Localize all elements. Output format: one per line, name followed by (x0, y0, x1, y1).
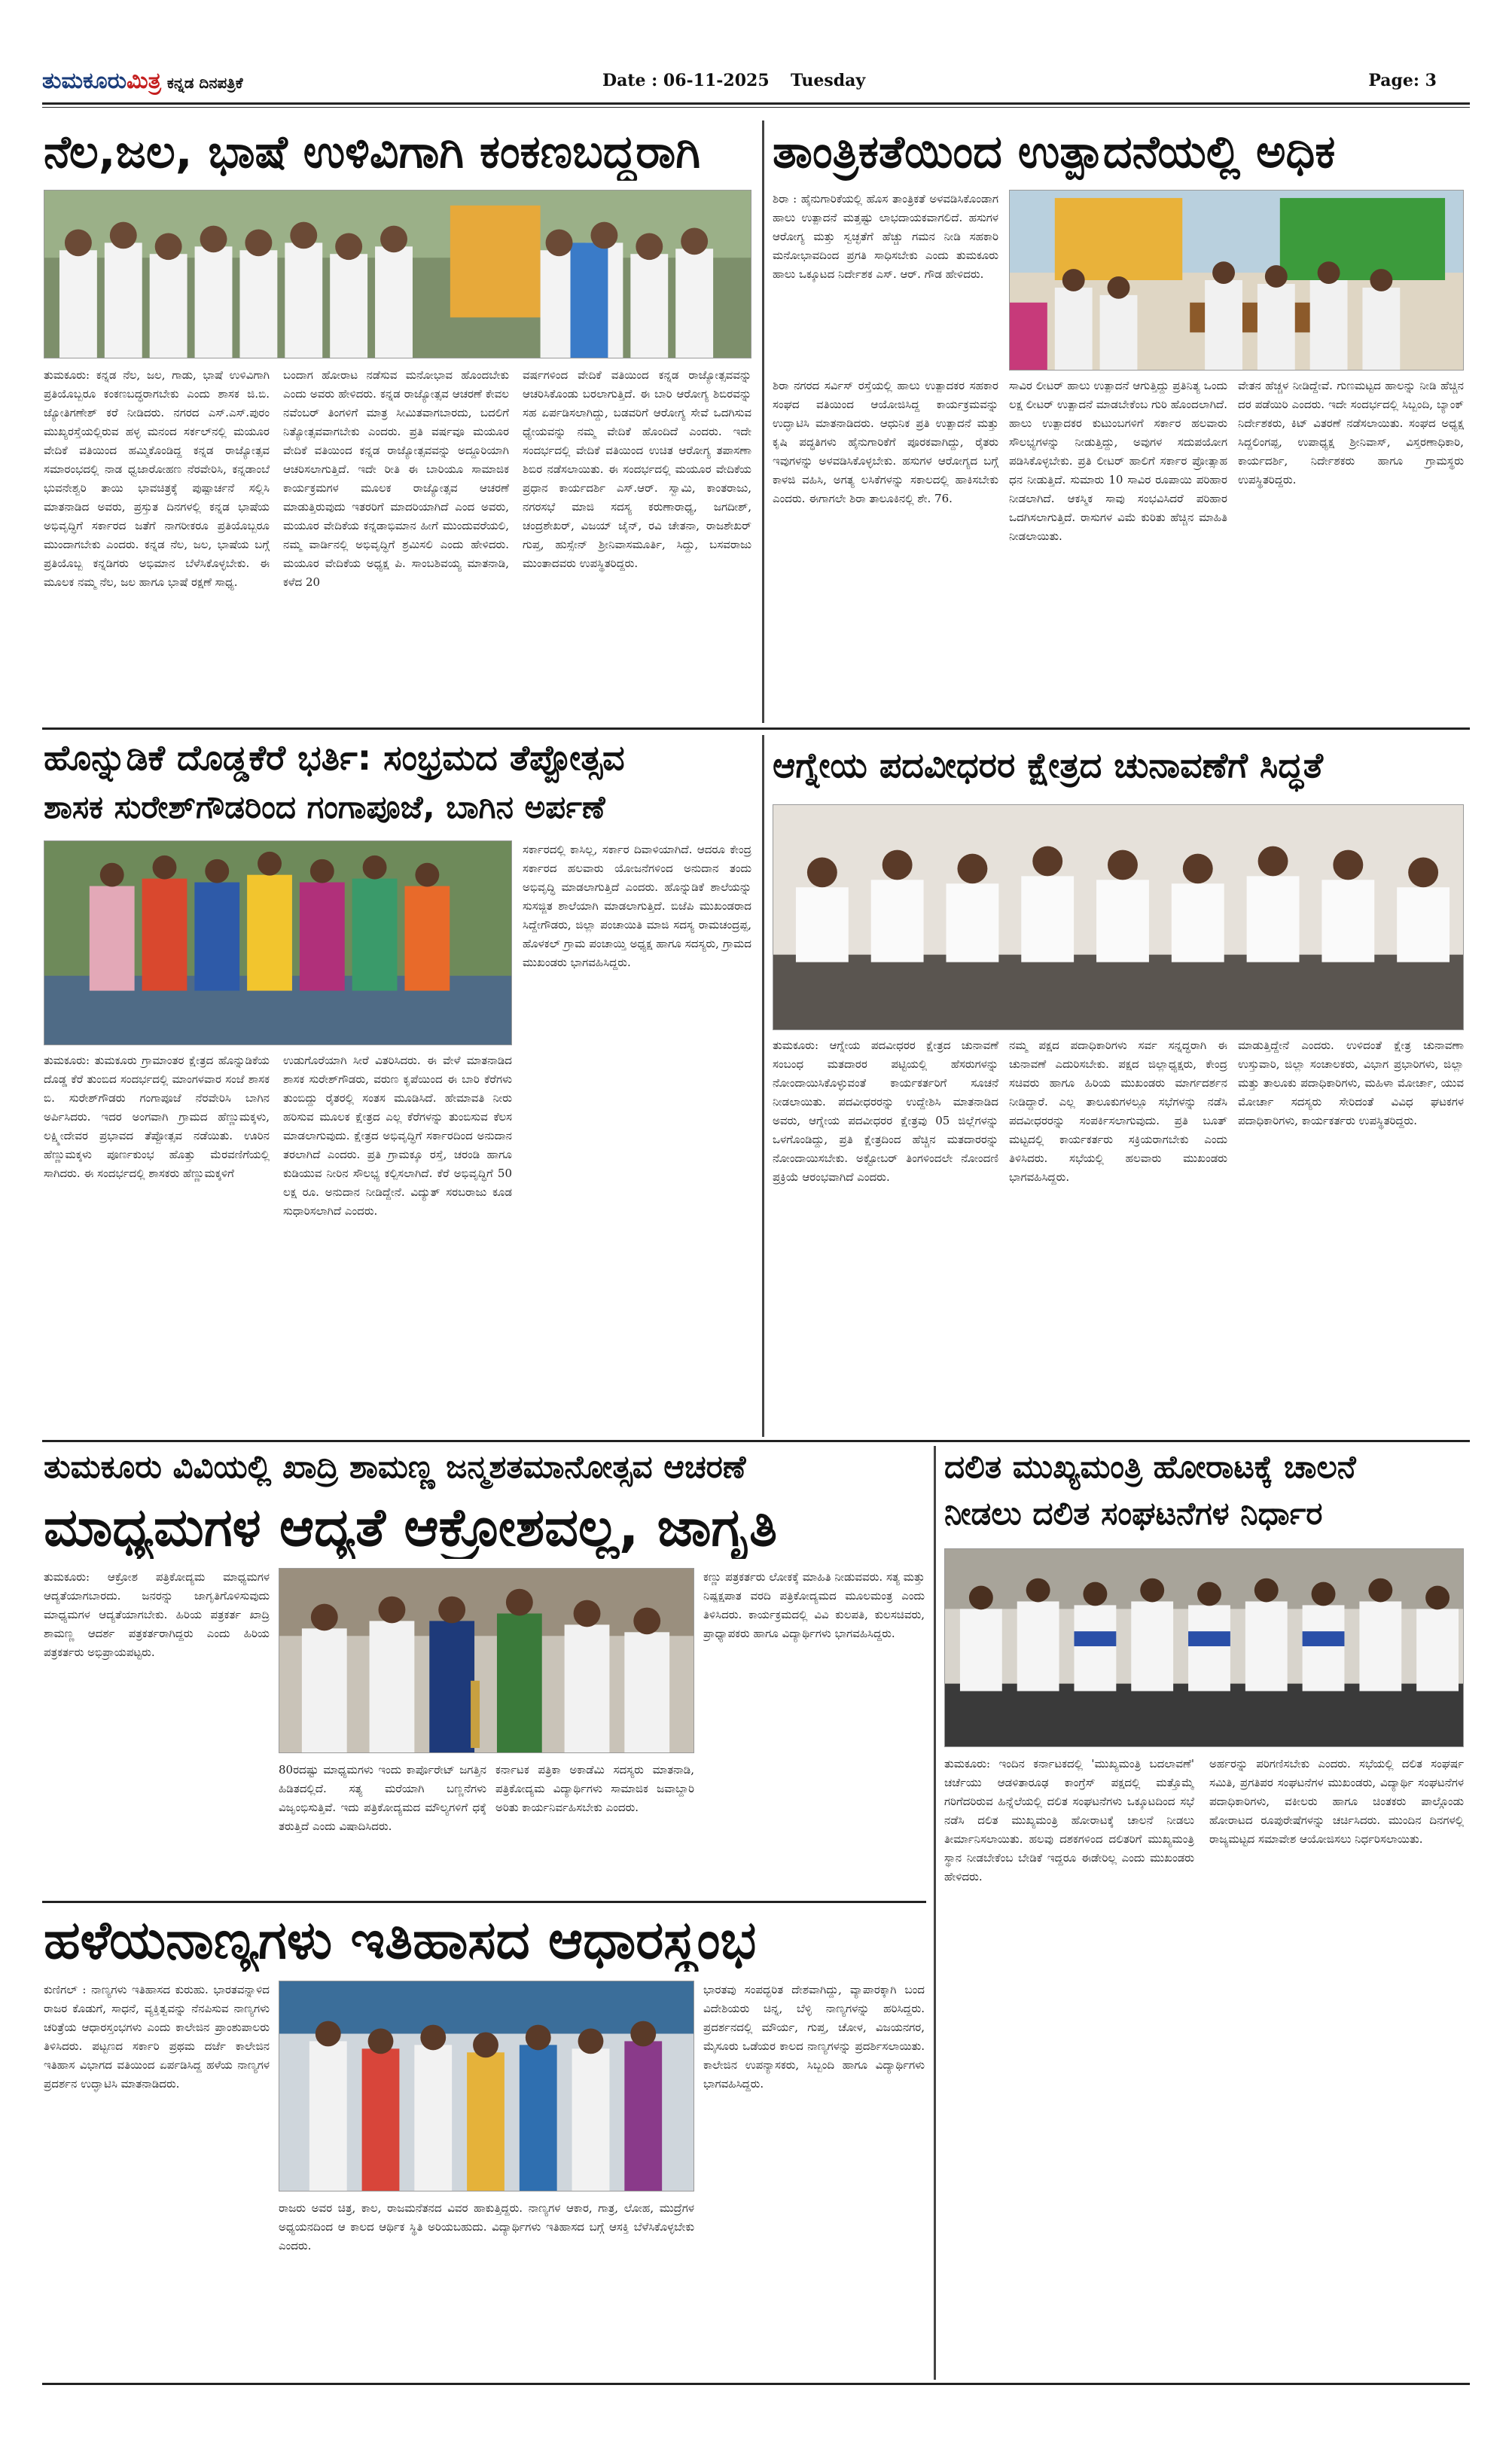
article-column: ತುಮಕೂರು: ಇಂದಿನ ಕರ್ನಾಟಕದಲ್ಲಿ 'ಮುಖ್ಯಮಂತ್ರಿ ಬದಲಾವಣೆ' ಚರ್ಚೆಯು ಆಡಳಿತಾರೂಢ ಕಾಂಗ್ರೆಸ್ ಪಕ್ಷದಲ್ಲಿ ಮತ್ತೊಮ್ಮೆ ಗರಿಗೆದರಿರುವ ಹಿನ್ನೆಲೆಯಲ್ಲಿ ದಲಿತ ಸಂಘಟನೆಗಳು ಒಕ್ಕೂಟದಿಂದ ಸಭೆ ನಡೆಸಿ ದಲಿತ ಮುಖ್ಯಮಂತ್ರಿ ಹೋರಾಟಕ್ಕೆ ಚಾಲನೆ ನೀಡಲು ತೀರ್ಮಾನಿಸಲಾಯಿತು. ಹಲವು ದಶಕಗಳಿಂದ ದಲಿತರಿಗೆ ಮುಖ್ಯಮಂತ್ರಿ ಸ್ಥಾನ ನೀಡಬೇಕೆಂಬ ಬೇಡಿಕೆ ಇದ್ದರೂ ಈಡೇರಿಲ್ಲ ಎಂದು ಮುಖಂಡರು ಹೇಳಿದರು. (944, 1757, 1194, 1883)
header-rule (42, 102, 1470, 105)
column-divider (762, 735, 764, 1437)
article-column: ತುಮಕೂರು: ತುಮಕೂರು ಗ್ರಾಮಾಂತರ ಕ್ಷೇತ್ರದ ಹೊನ್ನುಡಿಕೆಯ ದೊಡ್ಡ ಕೆರೆ ತುಂಬಿದ ಸಂದರ್ಭದಲ್ಲಿ ಮಾಂಗಳವಾರ ಸಂಜೆ ಶಾಸಕ ಬಿ. ಸುರೇಶ್‌ಗೌಡರು ಗಂಗಾಪೂಜೆ ನೆರವೇರಿಸಿ ಬಾಗಿನ ಅರ್ಪಿಸಿದರು. ಇದರ ಅಂಗವಾಗಿ ಗ್ರಾಮದ ಹೆಣ್ಣುಮಕ್ಕಳು, ಲಕ್ಷ್ಮೀದೇವರ ಪ್ರಭಾವದ ತೆಪ್ಪೋತ್ಸವ ನಡೆಯಿತು. ಊರಿನ ಹೆಣ್ಣುಮಕ್ಕಳು ಪೂರ್ಣಕುಂಭ ಹೊತ್ತು ಮೆರವಣಿಗೆಯಲ್ಲಿ ಸಾಗಿದರು. ಈ ಸಂದರ್ಭದಲ್ಲಿ ಶಾಸಕರು ಹೆಣ್ಣುಮಕ್ಕಳಿಗೆ (44, 1054, 270, 1180)
logo-sub: ಕನ್ನಡ ದಿನಪತ್ರಿಕೆ (166, 74, 243, 92)
meeting-photo-icon (773, 805, 1463, 1029)
article-column: ಬಂದಾಗ ಹೋರಾಟ ನಡೆಸುವ ಮನೋಭಾವ ಹೊಂದಬೇಕು ಎಂದು ಅವರು ಹೇಳಿದರು. ಕನ್ನಡ ರಾಜ್ಯೋತ್ಸವ ಆಚರಣೆ ಕೇವಲ ನವೆಂಬರ್ ತಿಂಗಳಿಗೆ ಮಾತ್ರ ಸೀಮಿತವಾಗಬಾರದು, ಬದಲಿಗೆ ನಿತ್ಯೋತ್ಸವವಾಗಬೇಕು ಎಂದರು. ಪ್ರತಿ ವರ್ಷವೂ ಮಯೂರ ವೇದಿಕೆ ವತಿಯಿಂದ ಕನ್ನಡ ರಾಜ್ಯೋತ್ಸವವನ್ನು ಅದ್ದೂರಿಯಾಗಿ ಆಚರಿಸಲಾಗುತ್ತಿದೆ. ಇದೇ ರೀತಿ ಈ ಬಾರಿಯೂ ಸಾಮಾಜಿಕ ಕಾರ್ಯಕ್ರಮಗಳ ಮೂಲಕ ರಾಜ್ಯೋತ್ಸವ ಆಚರಣೆ ಮಾಡುತ್ತಿರುವುದು ಇತರರಿಗೆ ಮಾದರಿಯಾಗಿದೆ ಎಂದ ಅವರು, ಮಯೂರ ವೇದಿಕೆಯ ಕನ್ನಡಾಭಿಮಾನ ಹೀಗೆ ಮುಂದುವರೆಯಲಿ, ನಮ್ಮ ವಾರ್ಡಿನಲ್ಲಿ ಅಭಿವೃದ್ಧಿಗೆ ಶ್ರಮಿಸಲಿ ಎಂದು ಹೇಳಿದರು. ಮಯೂರ ವೇದಿಕೆಯ ಅಧ್ಯಕ್ಷ ಪಿ. ಸಾಂಬಶಿವಯ್ಯ ಮಾತನಾಡಿ, ಕಳೆದ 20 (283, 368, 509, 589)
article-photo (44, 840, 512, 1045)
article-column: ಕರ್ನಾಟಕ ಪತ್ರಿಕಾ ಅಕಾಡೆಮಿ ಸದಸ್ಯರು ಮಾತನಾಡಿ, ಪತ್ರಿಕೋದ್ಯಮ ವಿದ್ಯಾರ್ಥಿಗಳು ಸಾಮಾಜಿಕ ಜವಾಬ್ದಾರಿ ಅರಿತು ಕಾರ್ಯನಿರ್ವಹಿಸಬೇಕು ಎಂದರು. (495, 1763, 694, 1814)
article-headline: ಮಾಧ್ಯಮಗಳ ಆದ್ಯತೆ ಆಕ್ರೋಶವಲ್ಲ, ಜಾಗೃತಿ (44, 1497, 778, 1558)
article-column: ಮಾಡುತ್ತಿದ್ದೇನೆ ಎಂದರು. ಉಳಿದಂತೆ ಕ್ಷೇತ್ರ ಚುನಾವಣಾ ಉಸ್ತುವಾರಿ, ಜಿಲ್ಲಾ ಸಂಚಾಲಕರು, ವಿಭಾಗ ಪ್ರಭಾರಿಗಳು, ಜಿಲ್ಲಾ ಮತ್ತು ತಾಲೂಕು ಪದಾಧಿಕಾರಿಗಳು, ಮಹಿಳಾ ಮೋರ್ಚಾ, ಯುವ ಮೋರ್ಚಾ ಸದಸ್ಯರು ಸೇರಿದಂತೆ ವಿವಿಧ ಘಟಕಗಳ ಪದಾಧಿಕಾರಿಗಳು, ಕಾರ್ಯಕರ್ತರು ಉಪಸ್ಥಿತರಿದ್ದರು. (1238, 1039, 1464, 1127)
article-column: ಅರ್ಹರನ್ನು ಪರಿಗಣಿಸಬೇಕು ಎಂದರು. ಸಭೆಯಲ್ಲಿ ದಲಿತ ಸಂಘರ್ಷ ಸಮಿತಿ, ಪ್ರಗತಿಪರ ಸಂಘಟನೆಗಳ ಮುಖಂಡರು, ವಿದ್ಯಾರ್ಥಿ ಸಂಘಟನೆಗಳ ಪದಾಧಿಕಾರಿಗಳು, ವಕೀಲರು ಹಾಗೂ ಚಿಂತಕರು ಪಾಲ್ಗೊಂಡು ಹೋರಾಟದ ರೂಪುರೇಷೆಗಳನ್ನು ಚರ್ಚಿಸಿದರು. ಮುಂದಿನ ದಿನಗಳಲ್ಲಿ ರಾಜ್ಯಮಟ್ಟದ ಸಮಾವೇಶ ಆಯೋಜಿಸಲು ನಿರ್ಧರಿಸಲಾಯಿತು. (1209, 1757, 1464, 1846)
section-rule (42, 1901, 926, 1903)
column-divider (934, 1446, 936, 2380)
article-photo (944, 1548, 1464, 1747)
article-headline: ನೆಲ,ಜಲ, ಭಾಷೆ ಉಳಿವಿಗಾಗಿ ಕಂಕಣಬದ್ಧರಾಗಿ (44, 127, 701, 178)
edition-date: Date : 06-11-2025 (602, 71, 770, 90)
article-photo (773, 804, 1464, 1030)
press-meet-photo-icon (945, 1549, 1463, 1746)
article-subheadline: ನೀಡಲು ದಲಿತ ಸಂಘಟನೆಗಳ ನಿರ್ಧಾರ (944, 1496, 1323, 1532)
ritual-photo-icon (44, 841, 511, 1045)
article-column: ಭಾರತವು ಸಂಪದ್ಭರಿತ ದೇಶವಾಗಿದ್ದು, ವ್ಯಾಪಾರಕ್ಕಾಗಿ ಬಂದ ವಿದೇಶಿಯರು ಚಿನ್ನ, ಬೆಳ್ಳಿ ನಾಣ್ಯಗಳನ್ನು ಹರಿಸಿದ್ದರು. ಪ್ರದರ್ಶನದಲ್ಲಿ ಮೌರ್ಯ, ಗುಪ್ತ, ಚೋಳ, ವಿಜಯನಗರ, ಮೈಸೂರು ಒಡೆಯರ ಕಾಲದ ನಾಣ್ಯಗಳನ್ನು ಪ್ರದರ್ಶಿಸಲಾಯಿತು. ಕಾಲೇಜಿನ ಉಪನ್ಯಾಸಕರು, ಸಿಬ್ಬಂದಿ ಹಾಗೂ ವಿದ್ಯಾರ್ಥಿಗಳು ಭಾಗವಹಿಸಿದ್ದರು. (703, 1983, 925, 2091)
lamp-lighting-photo-icon (279, 1569, 694, 1752)
article-column: ವೇತನ ಹೆಚ್ಚಳ ನೀಡಿದ್ದೇವೆ. ಗುಣಮಟ್ಟದ ಹಾಲನ್ನು ನೀಡಿ ಹೆಚ್ಚಿನ ದರ ಪಡೆಯಿರಿ ಎಂದರು. ಇದೇ ಸಂದರ್ಭದಲ್ಲಿ ಸಿಬ್ಬಂದಿ, ಬ್ಯಾಂಕ್ ನಿರ್ದೇಶಕರು, ಕಿಟ್ ವಿತರಣೆ ನಡೆಸಲಾಯಿತು. ಸಂಘದ ಅಧ್ಯಕ್ಷ ಸಿದ್ದಲಿಂಗಪ್ಪ, ಉಪಾಧ್ಯಕ್ಷ ಶ್ರೀನಿವಾಸ್, ವಿಸ್ತರಣಾಧಿಕಾರಿ, ಕಾರ್ಯದರ್ಶಿ, ನಿರ್ದೇಶಕರು ಹಾಗೂ ಗ್ರಾಮಸ್ಥರು ಉಪಸ್ಥಿತರಿದ್ದರು. (1238, 379, 1464, 486)
coin-exhibition-photo-icon (279, 1981, 694, 2191)
page-number: Page: 3 (1368, 71, 1437, 90)
article-lead: ಶಿರಾ : ಹೈನುಗಾರಿಕೆಯಲ್ಲಿ ಹೊಸ ತಾಂತ್ರಿಕತೆ ಅಳವಡಿಸಿಕೊಂಡಾಗ ಹಾಲು ಉತ್ಪಾದನೆ ಮತ್ತಷ್ಟು ಲಾಭದಾಯಕವಾಗಲಿದೆ. ಹಸುಗಳ ಆರೋಗ್ಯ ಮತ್ತು ಸ್ವಚ್ಛತೆಗೆ ಹೆಚ್ಚು ಗಮನ ನೀಡಿ ಸಹಕಾರಿ ಮನೋಭಾವದಿಂದ ಪ್ರಗತಿ ಸಾಧಿಸಬೇಕು ಎಂದು ತುಮಕೂರು ಹಾಲು ಒಕ್ಕೂಟದ ನಿರ್ದೇಶಕ ಎಸ್. ಆರ್. ಗೌಡ ಹೇಳಿದರು. (773, 192, 998, 281)
event-photo-icon (1010, 191, 1463, 370)
article-headline: ದಲಿತ ಮುಖ್ಯಮಂತ್ರಿ ಹೋರಾಟಕ್ಕೆ ಚಾಲನೆ (944, 1449, 1356, 1485)
article-column: ತುಮಕೂರು: ಆಗ್ನೇಯ ಪದವೀಧರರ ಕ್ಷೇತ್ರದ ಚುನಾವಣೆ ಸಂಬಂಧ ಮತದಾರರ ಪಟ್ಟಿಯಲ್ಲಿ ಹೆಸರುಗಳನ್ನು ನೋಂದಾಯಿಸಿಕೊಳ್ಳುವಂತೆ ಕಾರ್ಯಕರ್ತರಿಗೆ ಸೂಚನೆ ನೀಡಲಾಯಿತು. ಪದವೀಧರರನ್ನು ಉದ್ದೇಶಿಸಿ ಮಾತನಾಡಿದ ಅವರು, ಆಗ್ನೇಯ ಪದವೀಧರರ ಕ್ಷೇತ್ರವು 05 ಜಿಲ್ಲೆಗಳನ್ನು ಒಳಗೊಂಡಿದ್ದು, ಪ್ರತಿ ಕ್ಷೇತ್ರದಿಂದ ಹೆಚ್ಚಿನ ಮತದಾರರನ್ನು ನೋಂದಾಯಿಸಬೇಕು. ಅಕ್ಟೋಬರ್ ತಿಂಗಳಿಂದಲೇ ನೋಂದಣಿ ಪ್ರಕ್ರಿಯೆ ಆರಂಭವಾಗಿದೆ ಎಂದರು. (773, 1039, 998, 1184)
article-column: ಶಿರಾ ನಗರದ ಸರ್ವಿಸ್ ರಸ್ತೆಯಲ್ಲಿ ಹಾಲು ಉತ್ಪಾದಕರ ಸಹಕಾರ ಸಂಘದ ವತಿಯಿಂದ ಆಯೋಜಿಸಿದ್ದ ಕಾರ್ಯಕ್ರಮವನ್ನು ಉದ್ಘಾಟಿಸಿ ಮಾತನಾಡಿದರು. ಆಧುನಿಕ ಪ್ರತಿ ಉತ್ಪಾದನೆ ಮತ್ತು ಕೃಷಿ ಪದ್ಧತಿಗಳು ಹೈನುಗಾರಿಕೆಗೆ ಪೂರಕವಾಗಿದ್ದು, ರೈತರು ಇವುಗಳನ್ನು ಅಳವಡಿಸಿಕೊಳ್ಳಬೇಕು. ಹಸುಗಳ ಆರೋಗ್ಯದ ಬಗ್ಗೆ ಕಾಳಜಿ ವಹಿಸಿ, ಅಗತ್ಯ ಲಸಿಕೆಗಳನ್ನು ಸಕಾಲದಲ್ಲಿ ಹಾಕಿಸಬೇಕು ಎಂದರು. ಈಗಾಗಲೇ ಶಿರಾ ತಾಲೂಕಿನಲ್ಲಿ ಶೇ. 76. (773, 379, 998, 505)
article-headline: ತಾಂತ್ರಿಕತೆಯಿಂದ ಉತ್ಪಾದನೆಯಲ್ಲಿ ಅಧಿಕ (773, 127, 1336, 178)
article-column: 80ರದಷ್ಟು ಮಾಧ್ಯಮಗಳು ಇಂದು ಕಾರ್ಪೊರೇಟ್ ಜಗತ್ತಿನ ಹಿಡಿತದಲ್ಲಿದೆ. ಸತ್ಯ ಮರೆಯಾಗಿ ಬಣ್ಣನೆಗಳು ವಿಜೃಂಭಿಸುತ್ತಿವೆ. ಇದು ಪತ್ರಿಕೋದ್ಯಮದ ಮೌಲ್ಯಗಳಿಗೆ ಧಕ್ಕೆ ತರುತ್ತಿದೆ ಎಂದು ವಿಷಾದಿಸಿದರು. (279, 1763, 486, 1833)
footer-rule (42, 2383, 1470, 2385)
article-subheadline: ಶಾಸಕ ಸುರೇಶ್‌ಗೌಡರಿಂದ ಗಂಗಾಪೂಜೆ, ಬಾಗಿನ ಅರ್ಪಣೆ (44, 789, 605, 825)
group-photo-icon (44, 191, 751, 358)
article-column: ರಾಜರು ಅವರ ಚಿತ್ರ, ಕಾಲ, ರಾಜಮನೆತನದ ವಿವರ ಹಾಕುತ್ತಿದ್ದರು. ನಾಣ್ಯಗಳ ಆಕಾರ, ಗಾತ್ರ, ಲೋಹ, ಮುದ್ರೆಗಳ ಅಧ್ಯಯನದಿಂದ ಆ ಕಾಲದ ಆರ್ಥಿಕ ಸ್ಥಿತಿ ಅರಿಯಬಹುದು. ವಿದ್ಯಾರ್ಥಿಗಳು ಇತಿಹಾಸದ ಬಗ್ಗೆ ಆಸಕ್ತಿ ಬೆಳೆಸಿಕೊಳ್ಳಬೇಕು ಎಂದರು. (279, 2201, 694, 2252)
section-rule (42, 727, 1470, 730)
article-column: ನಮ್ಮ ಪಕ್ಷದ ಪದಾಧಿಕಾರಿಗಳು ಸರ್ವ ಸನ್ನದ್ಧರಾಗಿ ಈ ಚುನಾವಣೆ ಎದುರಿಸಬೇಕು. ಪಕ್ಷದ ಜಿಲ್ಲಾಧ್ಯಕ್ಷರು, ಕೇಂದ್ರ ಸಚಿವರು ಹಾಗೂ ಹಿರಿಯ ಮುಖಂಡರು ಮಾರ್ಗದರ್ಶನ ನೀಡಿದ್ದಾರೆ. ಎಲ್ಲ ತಾಲೂಕುಗಳಲ್ಲೂ ಸಭೆಗಳನ್ನು ನಡೆಸಿ ಪದವೀಧರರನ್ನು ಸಂಪರ್ಕಿಸಲಾಗುವುದು. ಪ್ರತಿ ಬೂತ್ ಮಟ್ಟದಲ್ಲಿ ಕಾರ್ಯಕರ್ತರು ಸಕ್ರಿಯರಾಗಬೇಕು ಎಂದು ತಿಳಿಸಿದರು. ಸಭೆಯಲ್ಲಿ ಹಲವಾರು ಮುಖಂಡರು ಭಾಗವಹಿಸಿದ್ದರು. (1009, 1039, 1227, 1184)
article-column: ತುಮಕೂರು: ಕನ್ನಡ ನೆಲ, ಜಲ, ಗಾಡು, ಭಾಷೆ ಉಳಿವಿಗಾಗಿ ಪ್ರತಿಯೊಬ್ಬರೂ ಕಂಕಣಬದ್ಧರಾಗಬೇಕು ಎಂದು ಶಾಸಕ ಜಿ.ಬಿ. ಜ್ಯೋತಿಗಣೇಶ್ ಕರೆ ನೀಡಿದರು. ನಗರದ ಎಸ್.ಎಸ್.ಪುರಂ ಮುಖ್ಯರಸ್ತೆಯಲ್ಲಿರುವ ಹಳ್ಳ ಮನಂದ ಸರ್ಕಲ್‌ನಲ್ಲಿ ಮಯೂರ ವೇದಿಕೆ ವತಿಯಿಂದ ಹಮ್ಮಿಕೊಂಡಿದ್ದ ಕನ್ನಡ ರಾಜ್ಯೋತ್ಸವ ಸಮಾರಂಭದಲ್ಲಿ ನಾಡ ಧ್ವಜಾರೋಹಣ ನೆರವೇರಿಸಿ, ಕನ್ನಡಾಂಬೆ ಭುವನೇಶ್ವರಿ ತಾಯಿ ಭಾವಚಿತ್ರಕ್ಕೆ ಪುಷ್ಪಾರ್ಚನೆ ಸಲ್ಲಿಸಿ ಮಾತನಾಡಿದ ಅವರು, ಪ್ರಸ್ತುತ ದಿನಗಳಲ್ಲಿ ಕನ್ನಡ ಭಾಷೆಯ ಅಭಿವೃದ್ಧಿಗೆ ಸರ್ಕಾರದ ಜತೆಗೆ ನಾಗರೀಕರೂ ಪ್ರತಿಯೊಬ್ಬರೂ ಮುಂದಾಗಬೇಕು ಎಂದರು. ಕನ್ನಡ ನೆಲ, ಜಲ, ಭಾಷೆಯ ಬಗ್ಗೆ ಪ್ರತಿಯೊಬ್ಬ ಕನ್ನಡಿಗರು ಅಭಿಮಾನ ಬೆಳೆಸಿಕೊಳ್ಳಬೇಕು. ಈ ಮೂಲಕ ನಮ್ಮ ನೆಲ, ಜಲ ಹಾಗೂ ಭಾಷೆ ರಕ್ಷಣೆ ಸಾಧ್ಯ. (44, 368, 270, 589)
article-photo (44, 190, 751, 358)
article-photo (1009, 190, 1464, 371)
masthead (30, 68, 1482, 102)
edition-day: Tuesday (791, 71, 866, 90)
article-headline: ಆಗ್ನೇಯ ಪದವೀಧರರ ಕ್ಷೇತ್ರದ ಚುನಾವಣೆಗೆ ಸಿದ್ಧತೆ (773, 746, 1324, 785)
article-photo (279, 1981, 694, 2191)
header-rule-thin (42, 107, 1470, 108)
article-column: ಕುಣಿಗಲ್ : ನಾಣ್ಯಗಳು ಇತಿಹಾಸದ ಕುರುಹು. ಭಾರತವನ್ನಾಳಿದ ರಾಜರ ಕೊಡುಗೆ, ಸಾಧನೆ, ವ್ಯಕ್ತಿತ್ವವನ್ನು ನೆನಪಿಸುವ ನಾಣ್ಯಗಳು ಚರಿತ್ರೆಯ ಆಧಾರಸ್ತಂಭಗಳು ಎಂದು ಕಾಲೇಜಿನ ಪ್ರಾಂಶುಪಾಲರು ತಿಳಿಸಿದರು. ಪಟ್ಟಣದ ಸರ್ಕಾರಿ ಪ್ರಥಮ ದರ್ಜೆ ಕಾಲೇಜಿನ ಇತಿಹಾಸ ವಿಭಾಗದ ವತಿಯಿಂದ ಏರ್ಪಡಿಸಿದ್ದ ಹಳೆಯ ನಾಣ್ಯಗಳ ಪ್ರದರ್ಶನ ಉದ್ಘಾಟಿಸಿ ಮಾತನಾಡಿದರು. (44, 1983, 270, 2091)
article-column: ತುಮಕೂರು: ಆಕ್ರೋಶ ಪತ್ರಿಕೋದ್ಯಮ ಮಾಧ್ಯಮಗಳ ಆದ್ಯತೆಯಾಗಬಾರದು. ಜನರನ್ನು ಜಾಗೃತಿಗೊಳಿಸುವುದು ಮಾಧ್ಯಮಗಳ ಆದ್ಯತೆಯಾಗಬೇಕು. ಹಿರಿಯ ಪತ್ರಕರ್ತ ಖಾದ್ರಿ ಶಾಮಣ್ಣ ಆದರ್ಶ ಪತ್ರಕರ್ತರಾಗಿದ್ದರು ಎಂದು ಹಿರಿಯ ಪತ್ರಕರ್ತರು ಅಭಿಪ್ರಾಯಪಟ್ಟರು. (44, 1570, 270, 1659)
article-column: ಉಡುಗೊರೆಯಾಗಿ ಸೀರೆ ವಿತರಿಸಿದರು. ಈ ವೇಳೆ ಮಾತನಾಡಿದ ಶಾಸಕ ಸುರೇಶ್‌ಗೌಡರು, ವರುಣ ಕೃಪೆಯಿಂದ ಈ ಬಾರಿ ಕೆರೆಗಳು ತುಂಬಿದ್ದು ರೈತರಲ್ಲಿ ಸಂತಸ ಮೂಡಿಸಿದೆ. ಹೇಮಾವತಿ ನೀರು ಹರಿಸುವ ಮೂಲಕ ಕ್ಷೇತ್ರದ ಎಲ್ಲ ಕೆರೆಗಳನ್ನು ತುಂಬಿಸುವ ಕೆಲಸ ಮಾಡಲಾಗುವುದು. ಕ್ಷೇತ್ರದ ಅಭಿವೃದ್ಧಿಗೆ ಸರ್ಕಾರದಿಂದ ಅನುದಾನ ತರಲಾಗಿದೆ ಎಂದರು. ಪ್ರತಿ ಗ್ರಾಮಕ್ಕೂ ರಸ್ತೆ, ಚರಂಡಿ ಹಾಗೂ ಕುಡಿಯುವ ನೀರಿನ ಸೌಲಭ್ಯ ಕಲ್ಪಿಸಲಾಗಿದೆ. ಕೆರೆ ಅಭಿವೃದ್ಧಿಗೆ 50 ಲಕ್ಷ ರೂ. ಅನುದಾನ ನೀಡಿದ್ದೇನೆ. ವಿದ್ಯುತ್ ಸರಬರಾಜು ಕೂಡ ಸುಧಾರಿಸಲಾಗಿದೆ ಎಂದರು. (283, 1054, 512, 1218)
article-headline: ಹಳೆಯನಾಣ್ಯಗಳು ಇತಿಹಾಸದ ಆಧಾರಸ್ಥಂಭ (44, 1910, 757, 1971)
article-column: ಸಾವಿರ ಲೀಟರ್ ಹಾಲು ಉತ್ಪಾದನೆ ಆಗುತ್ತಿದ್ದು ಪ್ರತಿನಿತ್ಯ ಒಂದು ಲಕ್ಷ ಲೀಟರ್ ಉತ್ಪಾದನೆ ಮಾಡಬೇಕೆಂಬ ಗುರಿ ಹೊಂದಲಾಗಿದೆ. ಹಾಲು ಉತ್ಪಾದಕರ ಕುಟುಂಬಗಳಿಗೆ ಸರ್ಕಾರ ಹಲವಾರು ಸೌಲಭ್ಯಗಳನ್ನು ನೀಡುತ್ತಿದ್ದು, ಅವುಗಳ ಸದುಪಯೋಗ ಪಡಿಸಿಕೊಳ್ಳಬೇಕು. ಪ್ರತಿ ಲೀಟರ್ ಹಾಲಿಗೆ ಸರ್ಕಾರ ಪ್ರೋತ್ಸಾಹ ಧನ ನೀಡುತ್ತಿದೆ. ಸುಮಾರು 10 ಸಾವಿರ ರೂಪಾಯಿ ಪರಿಹಾರ ನೀಡಲಾಗಿದೆ. ಆಕಸ್ಮಿಕ ಸಾವು ಸಂಭವಿಸಿದರೆ ಪರಿಹಾರ ಒದಗಿಸಲಾಗುತ್ತಿದೆ. ರಾಸುಗಳ ವಿಮೆ ಕುರಿತು ಹೆಚ್ಚಿನ ಮಾಹಿತಿ ನೀಡಲಾಯಿತು. (1009, 379, 1227, 543)
newspaper-logo (42, 68, 243, 94)
article-column: ವರ್ಷಗಳಿಂದ ವೇದಿಕೆ ವತಿಯಿಂದ ಕನ್ನಡ ರಾಜ್ಯೋತ್ಸವವನ್ನು ಆಚರಿಸಿಕೊಂಡು ಬರಲಾಗುತ್ತಿದೆ. ಈ ಬಾರಿ ಆರೋಗ್ಯ ಶಿಬಿರವನ್ನು ಸಹ ಏರ್ಪಡಿಸಲಾಗಿದ್ದು, ಬಡವರಿಗೆ ಆರೋಗ್ಯ ಸೇವೆ ಒದಗಿಸುವ ಧ್ಯೇಯವನ್ನು ನಮ್ಮ ವೇದಿಕೆ ಹೊಂದಿದೆ ಎಂದರು. ಇದೇ ಸಂದರ್ಭದಲ್ಲಿ ವೇದಿಕೆ ವತಿಯಿಂದ ಉಚಿತ ಆರೋಗ್ಯ ತಪಾಸಣಾ ಶಿಬಿರ ನಡೆಸಲಾಯಿತು. ಈ ಸಂದರ್ಭದಲ್ಲಿ ಮಯೂರ ವೇದಿಕೆಯ ಪ್ರಧಾನ ಕಾರ್ಯದರ್ಶಿ ಎಸ್.ಆರ್. ಸ್ವಾಮಿ, ಕಾಂತರಾಜು, ನಗರಸಭೆ ಮಾಜಿ ಸದಸ್ಯ ಕರುಣಾರಾಧ್ಯ, ಜಗದೀಶ್, ಚಂದ್ರಶೇಖರ್, ವಿಜಯ್ ಜೈನ್, ರವಿ ಚೇತನಾ, ರಾಜಶೇಖರ್ ಗುಪ್ತ, ಹುಸ್ಸೇನ್ ಶ್ರೀನಿವಾಸಮೂರ್ತಿ, ಸಿದ್ದು, ಬಸವರಾಜು ಮುಂತಾದವರು ಉಪಸ್ಥಿತರಿದ್ದರು. (523, 368, 751, 570)
article-headline: ಹೊನ್ನುಡಿಕೆ ದೊಡ್ಡಕೆರೆ ಭರ್ತಿ: ಸಂಭ್ರಮದ ತೆಪ್ಪೋತ್ಸವ (44, 738, 625, 778)
section-rule (42, 1440, 1470, 1442)
logo-accent: ಮಿತ್ರ (127, 68, 161, 94)
logo-primary: ತುಮಕೂರು (42, 68, 127, 94)
article-column: ಕಣ್ಣು ಪತ್ರಕರ್ತರು ಲೋಕಕ್ಕೆ ಮಾಹಿತಿ ನೀಡುವವರು. ಸತ್ಯ ಮತ್ತು ನಿಷ್ಪಕ್ಷಪಾತ ವರದಿ ಪತ್ರಿಕೋದ್ಯಮದ ಮೂಲಮಂತ್ರ ಎಂದು ತಿಳಿಸಿದರು. ಕಾರ್ಯಕ್ರಮದಲ್ಲಿ ವಿವಿ ಕುಲಪತಿ, ಕುಲಸಚಿವರು, ಪ್ರಾಧ್ಯಾಪಕರು ಹಾಗೂ ವಿದ್ಯಾರ್ಥಿಗಳು ಭಾಗವಹಿಸಿದ್ದರು. (703, 1570, 925, 1640)
article-photo (279, 1568, 694, 1753)
article-kicker: ತುಮಕೂರು ವಿವಿಯಲ್ಲಿ ಖಾದ್ರಿ ಶಾಮಣ್ಣ ಜನ್ಮಶತಮಾನೋತ್ಸವ ಆಚರಣೆ (44, 1449, 746, 1485)
column-divider (762, 120, 764, 723)
article-column: ಸರ್ಕಾರದಲ್ಲಿ ಕಾಸಿಲ್ಲ, ಸರ್ಕಾರ ದಿವಾಳಿಯಾಗಿದೆ. ಆದರೂ ಕೇಂದ್ರ ಸರ್ಕಾರದ ಹಲವಾರು ಯೋಜನೆಗಳಿಂದ ಅನುದಾನ ತಂದು ಅಭಿವೃದ್ಧಿ ಮಾಡಲಾಗುತ್ತಿದೆ ಎಂದರು. ಹೊನ್ನುಡಿಕೆ ಶಾಲೆಯನ್ನು ಸುಸಜ್ಜಿತ ಶಾಲೆಯಾಗಿ ಮಾಡಲಾಗುತ್ತಿದೆ. ಬಿಜೆಪಿ ಮುಖಂಡರಾದ ಸಿದ್ದೇಗೌಡರು, ಜಿಲ್ಲಾ ಪಂಚಾಯಿತಿ ಮಾಜಿ ಸದಸ್ಯ ರಾಮಚಂದ್ರಪ್ಪ, ಹೊಳಕಲ್ ಗ್ರಾಮ ಪಂಚಾಯ್ತಿ ಅಧ್ಯಕ್ಷ ಹಾಗೂ ಸದಸ್ಯರು, ಗ್ರಾಮದ ಮುಖಂಡರು ಭಾಗವಹಿಸಿದ್ದರು. (523, 843, 751, 969)
